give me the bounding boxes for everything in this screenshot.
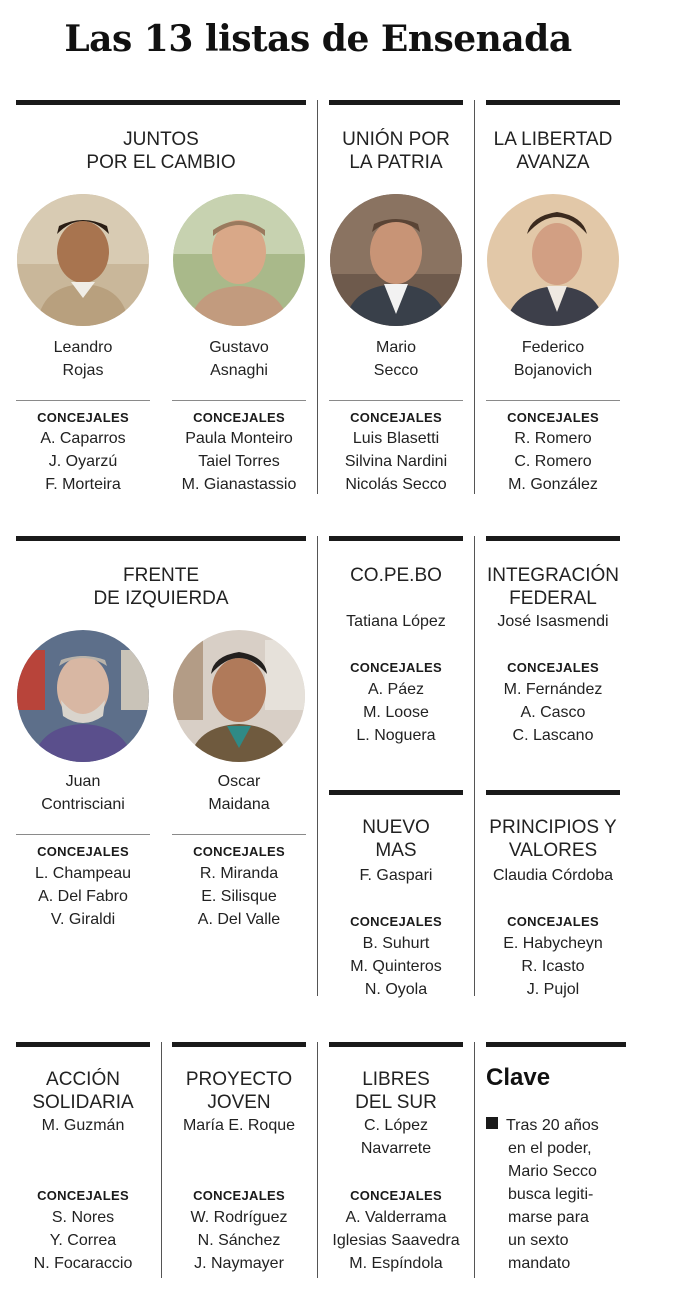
concejal: Silvina Nardini — [344, 453, 448, 470]
candidate-oscar-maidana — [172, 536, 306, 936]
party-name: NUEVO MAS — [362, 817, 430, 861]
concejal: E. Silisque — [201, 888, 277, 905]
list-libres-del-sur — [329, 1042, 463, 1282]
party-name: LA LIBERTAD AVANZA — [493, 129, 613, 173]
concejal: J. Naymayer — [194, 1255, 284, 1272]
candidate-name: Mario Secco — [373, 339, 419, 379]
list-la-libertad-avanza — [486, 100, 620, 500]
concejal: R. Icasto — [521, 958, 585, 975]
concejal: A. Del Valle — [197, 911, 281, 928]
concejal: M. Gianastassio — [181, 476, 297, 493]
concejal: R. Miranda — [199, 865, 279, 882]
concejales-list — [329, 1206, 463, 1275]
list-proyecto-joven — [172, 1042, 306, 1282]
concejales-label: CONCEJALES — [350, 410, 442, 425]
concejal: C. Romero — [514, 453, 592, 470]
candidate-name: María E. Roque — [182, 1117, 296, 1134]
concejales-label: CONCEJALES — [350, 660, 442, 675]
concejal: L. Noguera — [356, 727, 436, 744]
concejal: F. Morteira — [45, 476, 121, 493]
divider — [172, 400, 306, 401]
concejal: E. Habycheyn — [503, 935, 603, 952]
concejal: J. Pujol — [526, 981, 580, 998]
concejales-list — [329, 932, 463, 1001]
candidate-name: Gustavo Asnaghi — [209, 339, 269, 379]
candidate-name: Oscar Maidana — [208, 773, 270, 813]
column-divider — [474, 100, 475, 494]
section-bar — [486, 790, 620, 795]
clave-line: un sexto — [508, 1232, 569, 1249]
concejal: Taiel Torres — [198, 453, 280, 470]
concejales-list — [172, 1206, 306, 1275]
clave-line: mandato — [508, 1255, 571, 1272]
concejales-list — [16, 862, 150, 931]
candidate-photo — [173, 630, 305, 762]
concejal: V. Giraldi — [50, 911, 116, 928]
section-bar — [486, 1042, 626, 1047]
party-name: FRENTE DE IZQUIERDA — [93, 565, 229, 609]
concejal: N. Sánchez — [197, 1232, 281, 1249]
candidate-juan-contrisciani — [16, 536, 150, 936]
concejal: Paula Monteiro — [185, 430, 293, 447]
concejales-label: CONCEJALES — [193, 410, 285, 425]
page-title: Las 13 listas de Ensenada — [64, 18, 572, 60]
concejales-list — [486, 932, 620, 1001]
concejales-list — [16, 427, 150, 496]
party-name: UNIÓN POR LA PATRIA — [342, 129, 450, 173]
concejales-list — [16, 1206, 150, 1275]
clave-box — [486, 1042, 626, 1282]
column-divider — [317, 100, 318, 494]
candidate-leandro-rojas — [16, 100, 150, 500]
concejales-label: CONCEJALES — [37, 1188, 129, 1203]
concejales-list — [172, 427, 306, 496]
party-name: ACCIÓN SOLIDARIA — [32, 1069, 134, 1113]
clave-line: marse para — [508, 1209, 589, 1226]
candidate-name: F. Gaspari — [359, 867, 433, 884]
candidate-name: M. Guzmán — [41, 1117, 125, 1134]
concejales-label: CONCEJALES — [193, 844, 285, 859]
section-bar — [172, 1042, 306, 1047]
concejales-label: CONCEJALES — [193, 1188, 285, 1203]
concejales-label: CONCEJALES — [507, 410, 599, 425]
concejales-list — [329, 678, 463, 747]
candidate-photo — [17, 194, 149, 326]
candidate-name: Claudia Córdoba — [492, 867, 614, 884]
concejal: N. Oyola — [364, 981, 428, 998]
candidate-photo — [173, 194, 305, 326]
party-name: PRINCIPIOS Y VALORES — [489, 817, 617, 861]
column-divider — [317, 1042, 318, 1278]
concejal: A. Páez — [367, 681, 425, 698]
concejal: A. Del Fabro — [38, 888, 128, 905]
candidate-photo — [17, 630, 149, 762]
concejales-label: CONCEJALES — [350, 914, 442, 929]
candidate-name: Federico Bojanovich — [513, 339, 593, 379]
candidate-name: José Isasmendi — [497, 613, 609, 630]
section-bar — [329, 100, 463, 105]
concejal: B. Suhurt — [362, 935, 430, 952]
section-bar — [486, 536, 620, 541]
concejales-label: CONCEJALES — [350, 1188, 442, 1203]
section-bar — [329, 1042, 463, 1047]
concejales-label: CONCEJALES — [507, 660, 599, 675]
concejal: A. Casco — [520, 704, 586, 721]
list-nuevo-mas — [329, 790, 463, 1000]
concejal: Nicolás Secco — [345, 476, 447, 493]
bullet-square-icon — [486, 1117, 498, 1129]
party-name: CO.PE.BO — [350, 565, 442, 586]
section-bar — [16, 1042, 150, 1047]
concejales-label: CONCEJALES — [37, 410, 129, 425]
concejal: W. Rodríguez — [190, 1209, 288, 1226]
concejal: Y. Correa — [49, 1232, 117, 1249]
concejal: A. Caparros — [40, 430, 126, 447]
section-bar — [329, 536, 463, 541]
concejal: M. Fernández — [503, 681, 603, 698]
concejales-list — [486, 678, 620, 747]
concejal: N. Focaraccio — [33, 1255, 133, 1272]
candidate-name: Juan Contrisciani — [41, 773, 125, 813]
divider — [16, 834, 150, 835]
candidate-photo — [330, 194, 462, 326]
concejales-label: CONCEJALES — [507, 914, 599, 929]
candidate-name: Tatiana López — [346, 613, 446, 630]
list-integracion-federal — [486, 536, 620, 766]
concejal: L. Champeau — [34, 865, 132, 882]
section-bar — [486, 100, 620, 105]
list-union-por-la-patria — [329, 100, 463, 500]
concejal: M. Loose — [363, 704, 429, 721]
candidate-name: Leandro Rojas — [53, 339, 113, 379]
concejal: J. Oyarzú — [48, 453, 118, 470]
divider — [16, 400, 150, 401]
concejal: M. Quinteros — [350, 958, 442, 975]
concejal: M. González — [508, 476, 598, 493]
concejales-label: CONCEJALES — [37, 844, 129, 859]
party-name: LIBRES DEL SUR — [355, 1069, 437, 1113]
party-name: INTEGRACIÓN FEDERAL — [487, 565, 619, 609]
party-name: JUNTOS POR EL CAMBIO — [86, 129, 236, 173]
divider — [329, 400, 463, 401]
concejales-list — [172, 862, 306, 931]
concejales-list — [486, 427, 620, 496]
column-divider — [317, 536, 318, 996]
column-divider — [161, 1042, 162, 1278]
clave-title: Clave — [486, 1064, 551, 1091]
clave-text — [486, 1114, 626, 1275]
divider — [486, 400, 620, 401]
list-copebo — [329, 536, 463, 766]
candidate-photo — [487, 194, 619, 326]
section-bar — [329, 790, 463, 795]
concejales-list — [329, 427, 463, 496]
clave-line: Mario Secco — [508, 1163, 597, 1180]
list-accion-solidaria — [16, 1042, 150, 1282]
concejal: R. Romero — [514, 430, 592, 447]
concejal: A. Valderrama — [345, 1209, 447, 1226]
clave-line: en el poder, — [508, 1140, 592, 1157]
concejal: S. Nores — [51, 1209, 115, 1226]
column-divider — [474, 536, 475, 996]
list-principios-y-valores — [486, 790, 620, 1000]
concejal: C. Lascano — [512, 727, 594, 744]
divider — [172, 834, 306, 835]
concejal: Iglesias Saavedra — [332, 1232, 460, 1249]
party-name: PROYECTO JOVEN — [185, 1069, 293, 1113]
column-divider — [474, 1042, 475, 1278]
concejal: Luis Blasetti — [352, 430, 440, 447]
candidate-gustavo-asnaghi — [172, 100, 306, 500]
concejal: M. Espíndola — [349, 1255, 443, 1272]
candidate-name: C. López Navarrete — [360, 1117, 432, 1157]
clave-line: busca legiti- — [508, 1186, 594, 1203]
clave-line: Tras 20 años — [486, 1114, 626, 1137]
